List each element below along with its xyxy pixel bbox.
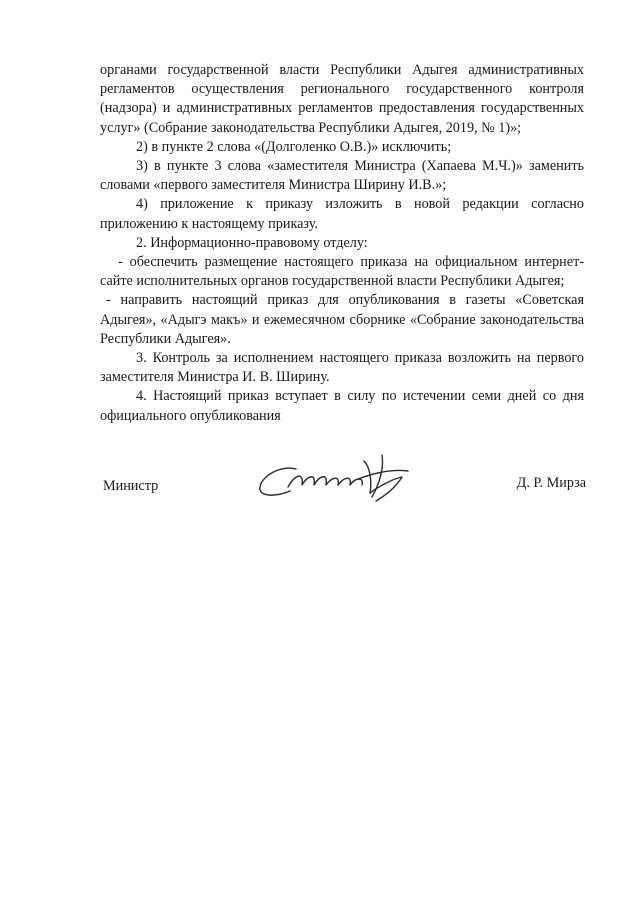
paragraph-item-4: 4) приложение к приказу изложить в новой редакции согласно приложению к настоящему приказу. [100,196,584,232]
paragraph-item-2: 2) в пункте 2 слова «(Долголенко О.В.)» исключить; [136,138,452,155]
paragraph-section-3: 3. Контроль за исполнением настоящего приказа возложить на первого заместителя Министра И. В. Ширину. [100,350,584,386]
paragraph-publish-newspapers: - направить настоящий приказ для опубликования в газеты «Советская Адыгея», «Адыгэ макъ» и ежемесячном сборнике «Собрание законодательства Республики Адыгея». [100,292,584,347]
document-body [100,61,584,426]
paragraph-regulations-continuation: органами государственной власти Республики Адыгея административных регламентов осуществления регионального государственного контроля (надзора) и административных регламентов предоставления государственных услуг» (Собрание законодательства Республики Адыгея, 2019, № 1)»; [100,62,584,136]
signature-block [100,475,586,502]
paragraph-publish-online: - обеспечить размещение настоящего приказа на официальном интернет-сайте исполнительных органов государственной власти Республики Адыгея; [100,254,584,290]
signatory-title: Министр [103,478,159,494]
paragraph-section-4: 4. Настоящий приказ вступает в силу по истечении семи дней со дня официального опубликования [100,388,584,424]
signatory-name: Д. Р. Мирза [516,475,586,491]
paragraph-section-2: 2. Информационно-правовому отделу: [136,234,368,251]
paragraph-item-3: 3) в пункте 3 слова «заместителя Министра (Хапаева М.Ч.)» заменить словами «первого заместителя Министра Ширину И.В.»; [100,158,584,194]
